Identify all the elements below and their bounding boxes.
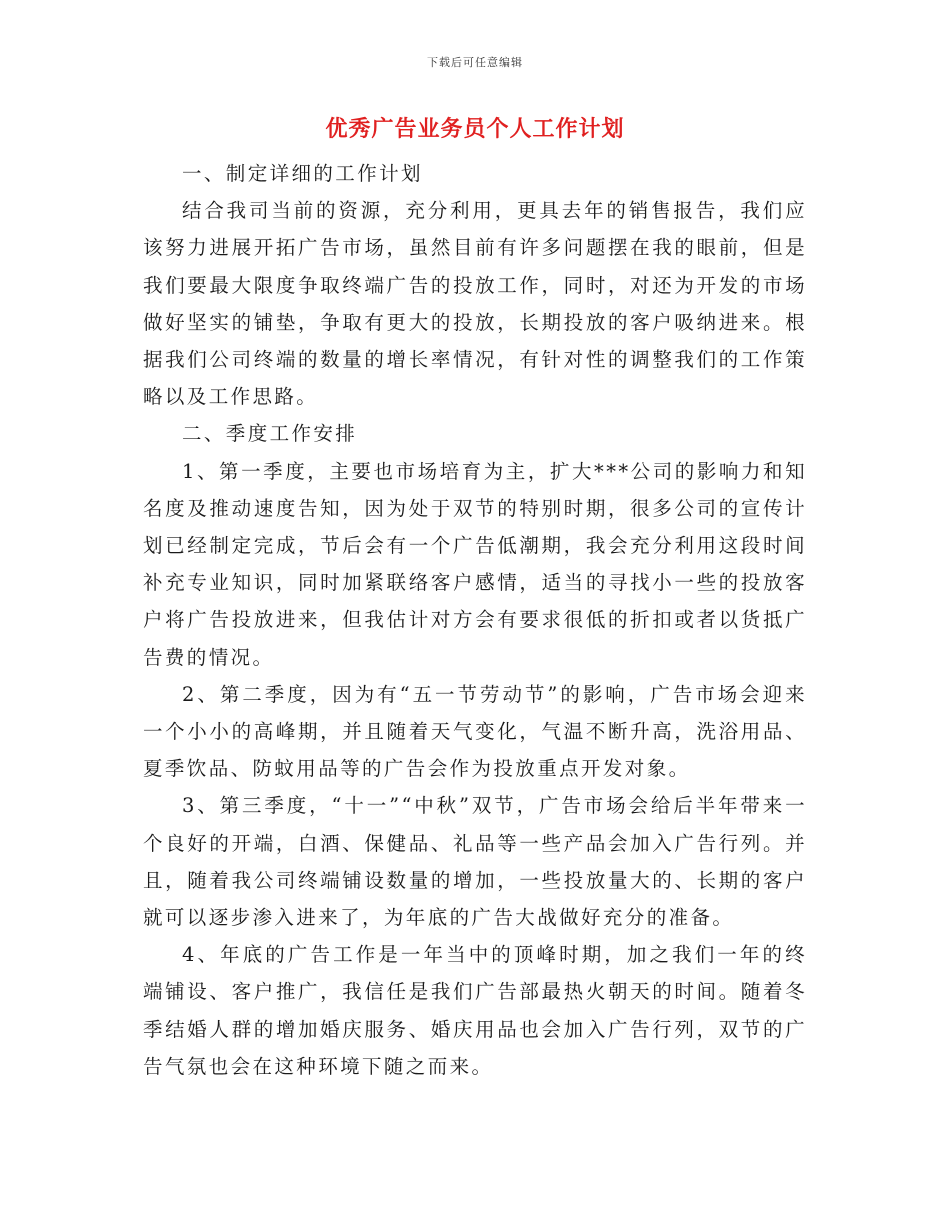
header-note: 下载后可任意编辑 (427, 56, 523, 69)
paragraph-q1: 1、第一季度，主要也市场培育为主，扩大***公司的影响力和知名度及推动速度告知，因为处于双节的特别时期，很多公司的宣传计划已经制定完成，节后会有一个广告低潮期，我会充分利用这段时间补充专业知识，同时加紧联络客户感情，适当的寻找小一些的投放客户将广告投放进来，但我估计对方会有要求很低的折扣或者以货抵广告费的情况。 (143, 459, 807, 669)
paragraph-q2: 2、第二季度，因为有“五一节劳动节”的影响，广告市场会迎来一个小小的高峰期，并且随着天气变化，气温不断升高，洗浴用品、夏季饮品、防蚊用品等的广告会作为投放重点开发对象。 (143, 682, 807, 781)
section-heading-2: 二、季度工作安排 (182, 422, 358, 446)
paragraph-q4: 4、年底的广告工作是一年当中的顶峰时期，加之我们一年的终端铺设、客户推广，我信任是我们广告部最热火朝天的时间。随着冬季结婚人群的增加婚庆服务、婚庆用品也会加入广告行列，双节的广告气氛也会在这种环境下随之而来。 (143, 943, 807, 1078)
paragraph-intro: 结合我司当前的资源，充分利用，更具去年的销售报告，我们应该努力进展开拓广告市场，虽然目前有许多问题摆在我的眼前，但是我们要最大限度争取终端广告的投放工作，同时，对还为开发的市场做好坚实的铺垫，争取有更大的投放，长期投放的客户吸纳进来。根据我们公司终端的数量的增长率情况，有针对性的调整我们的工作策略以及工作思路。 (143, 199, 807, 409)
paragraph-q3: 3、第三季度，“十一”“中秋”双节，广告市场会给后半年带来一个良好的开端，白酒、保健品、礼品等一些产品会加入广告行列。并且，随着我公司终端铺设数量的增加，一些投放量大的、长期的客户就可以逐步渗入进来了，为年底的广告大战做好充分的准备。 (143, 794, 807, 930)
section-heading-1: 一、制定详细的工作计划 (182, 162, 423, 185)
document-title: 优秀广告业务员个人工作计划 (325, 117, 625, 142)
document-body (143, 155, 807, 1085)
